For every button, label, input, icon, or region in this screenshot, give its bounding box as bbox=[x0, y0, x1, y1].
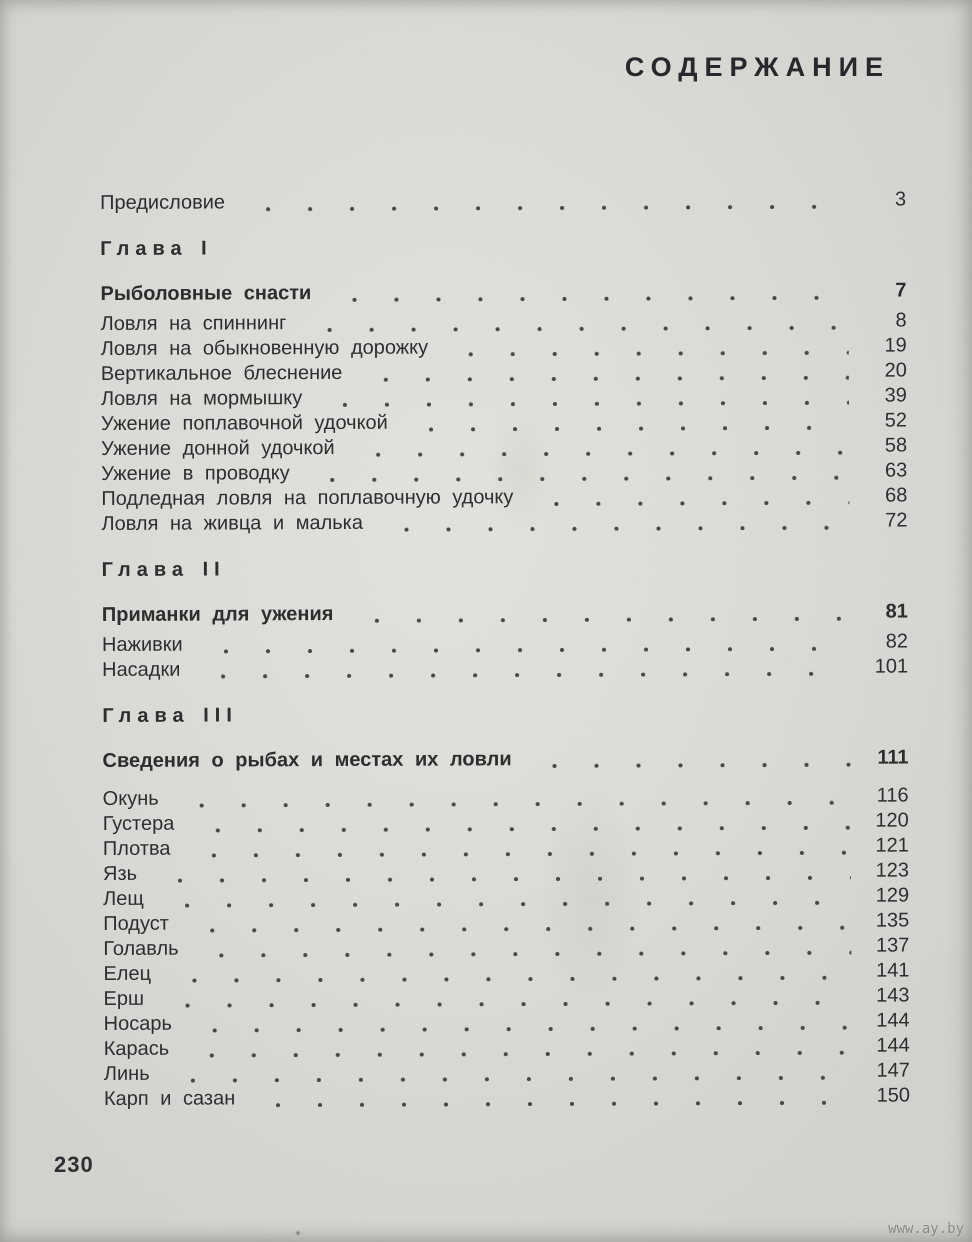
toc-entry-page: 63 bbox=[884, 459, 908, 482]
dot-leader bbox=[302, 320, 848, 332]
toc-entry-page: 123 bbox=[875, 859, 910, 882]
dot-leader bbox=[199, 641, 850, 654]
toc-row bbox=[103, 783, 909, 812]
toc-entry-page: 68 bbox=[885, 484, 908, 507]
toc-row bbox=[103, 908, 909, 937]
toc-row-heading bbox=[100, 278, 906, 307]
dot-leader bbox=[529, 495, 849, 506]
toc-row bbox=[101, 333, 907, 362]
toc-entry-page: 143 bbox=[876, 984, 910, 1007]
dot-leader bbox=[528, 757, 851, 768]
toc-row bbox=[103, 983, 909, 1012]
toc-entry-label: Ужение в проводку bbox=[101, 462, 290, 485]
toc-entry-page: 8 bbox=[895, 309, 907, 332]
dot-leader bbox=[166, 1070, 852, 1083]
toc-row-preface bbox=[100, 186, 906, 216]
toc-entry-label: Ужение донной удочкой bbox=[101, 436, 335, 460]
toc-entry-page: 82 bbox=[885, 630, 909, 653]
dot-leader bbox=[167, 970, 851, 983]
chapter-entries bbox=[103, 783, 910, 1112]
toc-row bbox=[102, 629, 908, 658]
toc-heading-page: 7 bbox=[895, 279, 907, 302]
toc-entry-page: 116 bbox=[876, 784, 909, 807]
toc-row bbox=[101, 383, 907, 412]
toc-entry-label: Ловля на обыкновенную дорожку bbox=[100, 336, 429, 360]
toc-entry-label: Карп и сазан bbox=[103, 1087, 236, 1110]
toc-row bbox=[103, 833, 909, 862]
toc-entry-label: Ерш bbox=[103, 987, 145, 1010]
toc-row bbox=[101, 458, 907, 487]
toc-entry-page: 101 bbox=[874, 655, 909, 678]
table-of-contents bbox=[100, 186, 910, 1112]
toc-entry-page: 120 bbox=[875, 809, 909, 832]
toc-entry-label: Линь bbox=[103, 1062, 150, 1085]
toc-row bbox=[103, 808, 909, 837]
toc-entry-label: Язь bbox=[102, 862, 138, 885]
toc-entry-page: 19 bbox=[884, 334, 907, 357]
toc-entry-page: 3 bbox=[894, 188, 907, 211]
dot-leader bbox=[358, 370, 848, 382]
toc-entry-label: Елец bbox=[103, 962, 152, 985]
toc-entry-page: 72 bbox=[885, 509, 908, 532]
toc-entry-page: 129 bbox=[875, 884, 910, 907]
toc-row bbox=[101, 358, 907, 387]
dot-leader bbox=[196, 666, 850, 679]
toc-entry-label: Карась bbox=[103, 1037, 170, 1060]
dot-leader bbox=[160, 995, 852, 1008]
toc-entry-page: 58 bbox=[884, 434, 908, 457]
toc-entry-page: 39 bbox=[884, 384, 907, 407]
toc-row bbox=[102, 654, 908, 683]
toc-row bbox=[104, 1008, 910, 1037]
toc-entry-label: Подуст bbox=[103, 912, 169, 935]
toc-row bbox=[103, 958, 909, 987]
toc-heading-label: Рыболовные снасти bbox=[100, 282, 312, 305]
toc-entry-page: 135 bbox=[875, 909, 910, 932]
dot-leader bbox=[251, 1095, 852, 1108]
toc-row bbox=[103, 883, 909, 912]
toc-entry-page: 147 bbox=[876, 1059, 910, 1082]
toc-entry-label: Плотва bbox=[102, 837, 171, 860]
chapter-entries bbox=[101, 308, 908, 537]
toc-row bbox=[101, 408, 907, 437]
toc-row bbox=[104, 1083, 910, 1112]
dot-leader bbox=[185, 920, 851, 933]
dot-leader bbox=[187, 845, 851, 858]
toc-entry-page: 141 bbox=[875, 959, 910, 982]
toc-row bbox=[101, 433, 907, 462]
toc-entry-label: Ловля на живца и малька bbox=[101, 511, 364, 535]
toc-heading-page: 81 bbox=[885, 600, 908, 623]
toc-entry-label: Вертикальное блеснение bbox=[100, 361, 343, 385]
toc-entry-label: Насадки bbox=[102, 658, 181, 681]
toc-row bbox=[103, 933, 909, 962]
toc-row bbox=[104, 1058, 910, 1087]
toc-entry-label: Наживки bbox=[101, 633, 183, 656]
page-title: СОДЕРЖАНИЕ bbox=[624, 52, 890, 82]
dot-leader bbox=[349, 611, 849, 623]
dot-leader bbox=[175, 795, 851, 808]
chapter-label: Глава I bbox=[100, 237, 213, 260]
toc-row bbox=[101, 508, 907, 537]
toc-heading-label: Приманки для ужения bbox=[101, 602, 334, 626]
toc-entry-page: 121 bbox=[875, 834, 909, 857]
toc-entry-page: 150 bbox=[876, 1084, 911, 1107]
toc-entry-label: Окунь bbox=[102, 787, 159, 810]
toc-row bbox=[103, 858, 909, 887]
chapter-label: Глава II bbox=[101, 558, 226, 581]
toc-row bbox=[101, 483, 907, 512]
toc-entry-page: 144 bbox=[876, 1009, 910, 1032]
toc-entry-label: Ловля на спиннинг bbox=[100, 312, 287, 335]
toc-entry-label: Лещ bbox=[103, 887, 144, 910]
toc-row bbox=[104, 1033, 910, 1062]
dot-leader bbox=[404, 420, 849, 432]
dot-leader bbox=[327, 290, 848, 302]
chapter-entries bbox=[102, 629, 908, 683]
toc-entry-page: 20 bbox=[884, 359, 907, 382]
dot-leader bbox=[351, 445, 849, 457]
toc-row bbox=[101, 308, 907, 337]
dot-leader bbox=[306, 470, 850, 482]
toc-row-heading bbox=[102, 599, 908, 628]
toc-entry-label: Ужение поплавочной удочкой bbox=[100, 411, 388, 435]
toc-entry-page: 137 bbox=[875, 934, 910, 957]
toc-heading-label: Сведения о рыбах и местах их ловли bbox=[102, 748, 512, 772]
dot-leader bbox=[188, 1020, 852, 1033]
toc-entry-label: Носарь bbox=[103, 1012, 172, 1035]
dot-leader bbox=[444, 345, 849, 357]
toc-entry-label: Подледная ловля на поплавочную удочку bbox=[101, 486, 514, 510]
toc-entry-page: 52 bbox=[884, 409, 908, 432]
toc-entry-label: Голавль bbox=[103, 937, 179, 960]
toc-row-heading bbox=[102, 745, 908, 774]
toc-heading-page: 111 bbox=[877, 746, 909, 769]
dot-leader bbox=[195, 945, 852, 958]
toc-entry-label: Предисловие bbox=[100, 191, 226, 214]
dot-leader bbox=[379, 520, 850, 532]
toc-entry-label: Густера bbox=[102, 812, 175, 835]
toc-entry-page: 144 bbox=[876, 1034, 910, 1057]
dot-leader bbox=[153, 870, 851, 883]
dot-leader bbox=[190, 820, 850, 833]
dot-leader bbox=[241, 199, 848, 212]
dot-leader bbox=[185, 1045, 852, 1058]
dot-leader bbox=[318, 395, 849, 407]
watermark: www.ay.by bbox=[888, 1221, 964, 1237]
dot-leader bbox=[160, 895, 851, 908]
toc-entry-label: Ловля на мормышку bbox=[100, 387, 303, 410]
folio-page-number: 230 bbox=[54, 1152, 94, 1177]
chapter-label: Глава III bbox=[102, 704, 238, 727]
